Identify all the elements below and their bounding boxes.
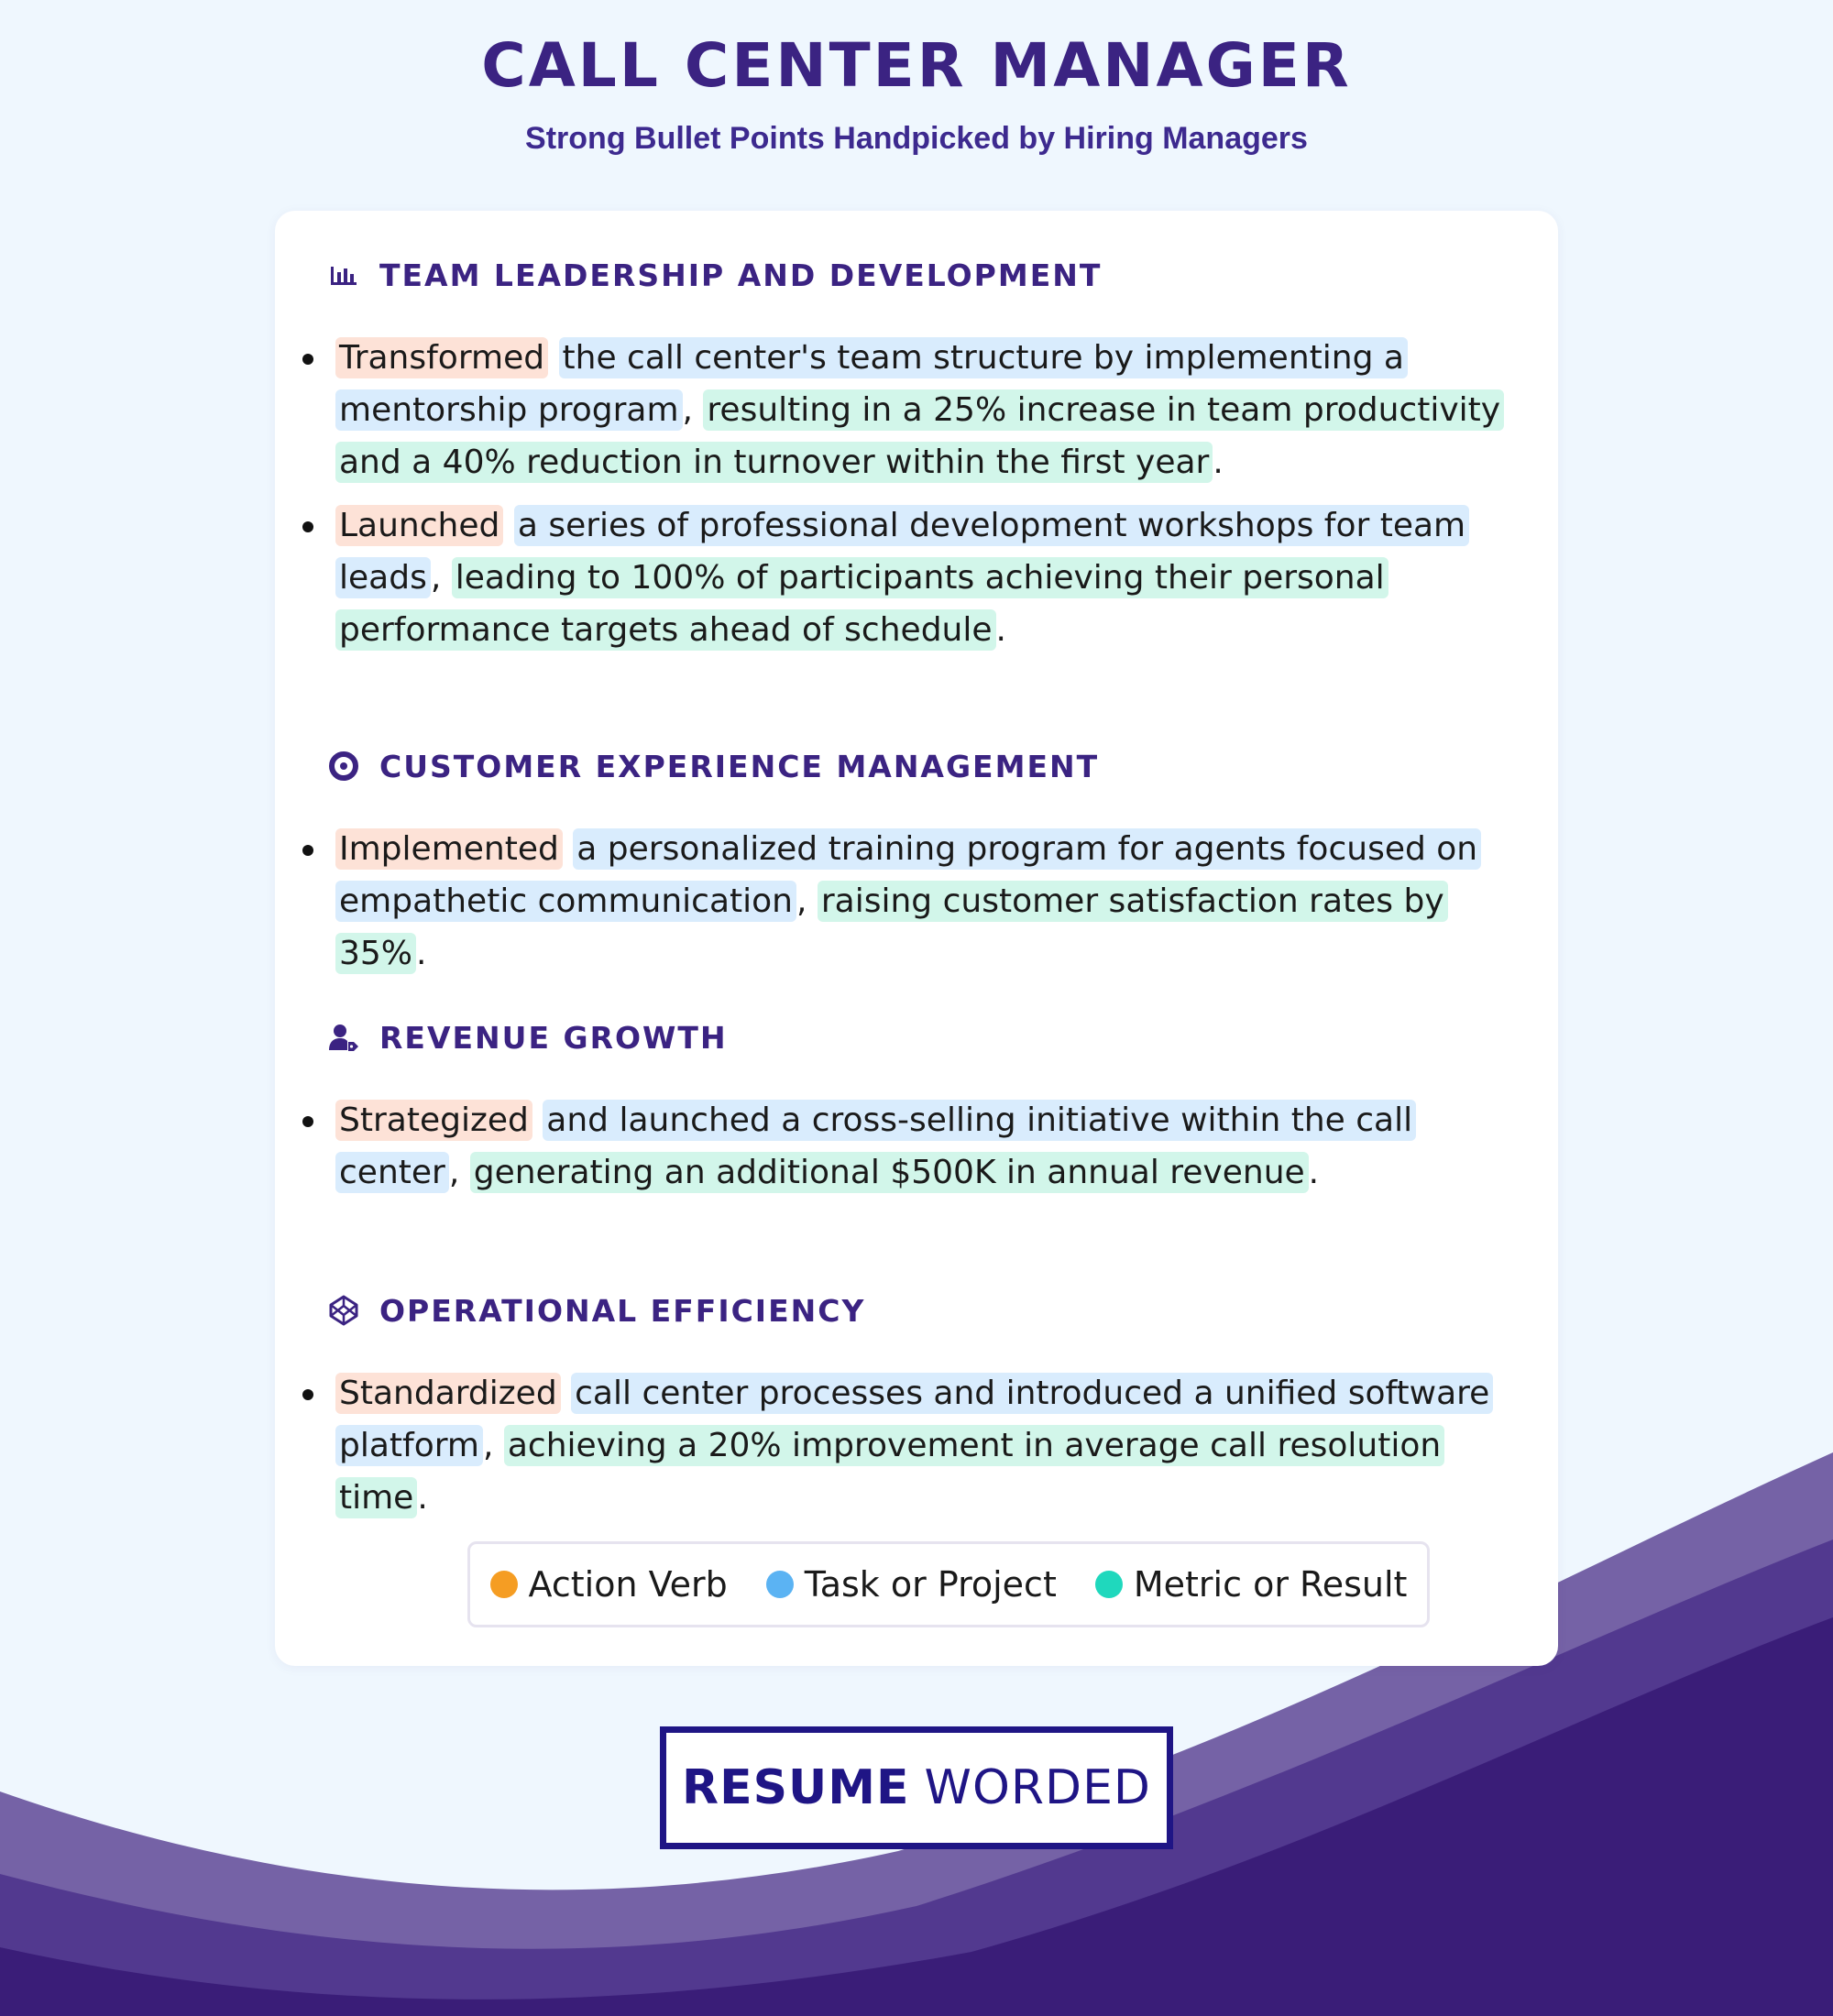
logo-light-text: WORDED bbox=[924, 1760, 1151, 1815]
orange-dot-icon bbox=[490, 1571, 518, 1598]
terminal-punctuation: . bbox=[995, 611, 1006, 649]
bullet-item bbox=[275, 332, 1558, 488]
page-title: CALL CENTER MANAGER bbox=[481, 30, 1352, 101]
highlight-legend bbox=[467, 1541, 1430, 1627]
separator bbox=[503, 507, 513, 544]
separator: , bbox=[482, 1427, 504, 1464]
metric-phrase: generating an additional $500K in annual revenue bbox=[470, 1152, 1309, 1193]
bullet-list bbox=[275, 823, 1558, 991]
bullet-item bbox=[275, 1367, 1558, 1524]
section-header bbox=[328, 1283, 865, 1338]
action-verb: Transformed bbox=[335, 337, 548, 378]
resume-worded-logo[interactable] bbox=[660, 1726, 1173, 1849]
section-header bbox=[328, 739, 1099, 794]
legend-item-action-verb bbox=[490, 1564, 728, 1605]
bullet-points-card bbox=[275, 211, 1558, 1666]
section-title: OPERATIONAL EFFICIENCY bbox=[379, 1292, 866, 1329]
section-title: TEAM LEADERSHIP AND DEVELOPMENT bbox=[379, 257, 1103, 293]
task-phrase: call center processes and introduced a unified software platform bbox=[335, 1373, 1493, 1466]
codepen-icon bbox=[328, 1295, 359, 1326]
bar-chart-icon bbox=[328, 259, 359, 290]
metric-phrase: leading to 100% of participants achieving their personal performance targets ahead of schedule bbox=[335, 557, 1388, 651]
bullet-item bbox=[275, 823, 1558, 980]
bullet-item bbox=[275, 499, 1558, 656]
page-header bbox=[0, 27, 1833, 159]
legend-label: Task or Project bbox=[804, 1564, 1057, 1605]
separator bbox=[532, 1101, 543, 1139]
action-verb: Standardized bbox=[335, 1373, 561, 1414]
separator bbox=[561, 1375, 571, 1412]
action-verb: Strategized bbox=[335, 1100, 532, 1141]
action-verb: Launched bbox=[335, 505, 503, 546]
separator: , bbox=[430, 559, 452, 597]
metric-phrase: achieving a 20% improvement in average call resolution time bbox=[335, 1425, 1444, 1518]
section-title: REVENUE GROWTH bbox=[379, 1019, 728, 1056]
task-phrase: a series of professional development workshops for team leads bbox=[335, 505, 1469, 598]
target-icon bbox=[328, 751, 359, 782]
action-verb: Implemented bbox=[335, 828, 563, 870]
teal-dot-icon bbox=[1095, 1571, 1123, 1598]
legend-item-task bbox=[766, 1564, 1057, 1605]
separator: , bbox=[796, 882, 818, 920]
legend-label: Action Verb bbox=[528, 1564, 728, 1605]
logo-strong-text: RESUME bbox=[682, 1760, 910, 1815]
separator: , bbox=[448, 1154, 470, 1191]
terminal-punctuation: . bbox=[1213, 444, 1224, 481]
separator bbox=[548, 339, 558, 377]
bullet-list bbox=[275, 332, 1558, 667]
section-header bbox=[328, 247, 1102, 302]
metric-phrase: resulting in a 25% increase in team productivity and a 40% reduction in turnover within the first year bbox=[335, 389, 1504, 483]
task-phrase: and launched a cross-selling initiative within the call center bbox=[335, 1100, 1416, 1193]
section-title: CUSTOMER EXPERIENCE MANAGEMENT bbox=[379, 748, 1100, 784]
user-tag-icon bbox=[328, 1022, 359, 1053]
legend-item-metric bbox=[1095, 1564, 1408, 1605]
page-subtitle: Strong Bullet Points Handpicked by Hiring Managers bbox=[525, 121, 1308, 156]
legend-label: Metric or Result bbox=[1133, 1564, 1408, 1605]
task-phrase: a personalized training program for agents focused on empathetic communication bbox=[335, 828, 1481, 922]
terminal-punctuation: . bbox=[416, 935, 427, 972]
separator: , bbox=[682, 391, 704, 429]
bullet-list bbox=[275, 1094, 1558, 1210]
section-header bbox=[328, 1010, 728, 1065]
bullet-item bbox=[275, 1094, 1558, 1199]
blue-dot-icon bbox=[766, 1571, 794, 1598]
task-phrase: the call center's team structure by implementing a mentorship program bbox=[335, 337, 1408, 431]
terminal-punctuation: . bbox=[1308, 1154, 1320, 1191]
terminal-punctuation: . bbox=[417, 1479, 428, 1517]
bullet-list bbox=[275, 1367, 1558, 1535]
metric-phrase: raising customer satisfaction rates by 35% bbox=[335, 881, 1448, 974]
separator bbox=[563, 830, 573, 868]
